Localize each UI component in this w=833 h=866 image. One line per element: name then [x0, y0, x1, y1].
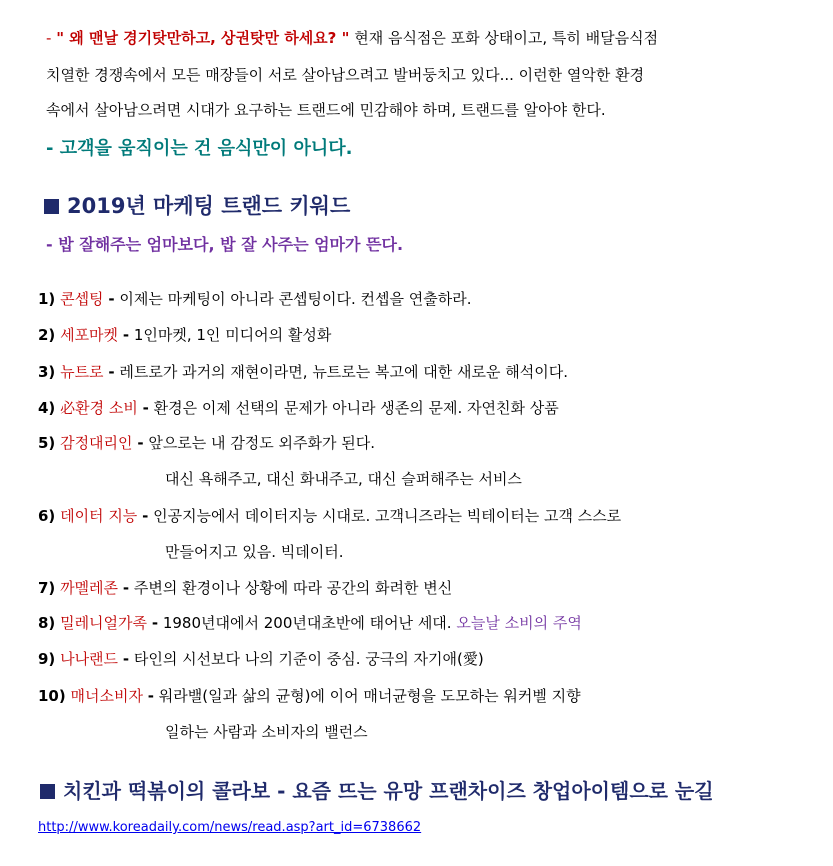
keyword-item: [38, 685, 581, 706]
item-description: 1980년대에서 200년대초반에 태어난 세대.: [162, 614, 452, 632]
item-keyword: 데이터 지능: [60, 507, 138, 525]
item-number: 5): [38, 434, 56, 452]
item-description: 이제는 마케팅이 아니라 콘셉팅이다. 컨셉을 연출하라.: [119, 290, 472, 308]
item-separator: -: [122, 326, 130, 344]
item-separator: -: [137, 434, 144, 452]
item-keyword: 나나랜드: [60, 650, 119, 668]
square-bullet-icon: [44, 199, 59, 214]
intro-quote: " 왜 맨날 경기탓만하고, 상권탓만 하세요? ": [56, 29, 350, 47]
keyword-item: [38, 577, 452, 598]
item-description: 앞으로는 내 감정도 외주화가 된다.: [148, 434, 376, 452]
square-bullet-icon: [40, 784, 55, 799]
intro-line-3: 속에서 살아남으려면 시대가 요구하는 트랜드에 민감해야 하며, 트랜드를 알아야 한다.: [46, 101, 606, 119]
item-description-continued: 대신 욕해주고, 대신 화내주고, 대신 슬퍼해주는 서비스: [165, 470, 522, 488]
item-description: 타인의 시선보다 나의 기준이 중심. 궁극의 자기애(愛): [133, 650, 484, 668]
keyword-item: [38, 505, 621, 526]
item-keyword: 세포마켓: [60, 326, 119, 344]
item-separator: -: [151, 614, 159, 632]
item-number: 3): [38, 363, 56, 381]
item-separator: -: [122, 650, 130, 668]
item-number: 4): [38, 399, 56, 417]
item-separator: -: [142, 507, 149, 525]
intro-line-1: [46, 28, 658, 48]
item-number: 2): [38, 326, 56, 344]
keyword-item: [38, 397, 559, 418]
intro-dash: -: [46, 29, 52, 47]
item-number: 6): [38, 507, 56, 525]
item-keyword: 뉴트로: [60, 363, 104, 381]
item-description: 레트로가 과거의 재현이라면, 뉴트로는 복고에 대한 새로운 해석이다.: [119, 363, 568, 381]
keyword-item: [38, 612, 582, 633]
section1-title: 2019년 마케팅 트랜드 키워드: [67, 194, 351, 218]
item-separator: -: [108, 363, 115, 381]
section2-heading: [40, 775, 714, 804]
item-separator: -: [122, 579, 130, 597]
item-number: 7): [38, 579, 56, 597]
item-keyword: 매너소비자: [70, 687, 143, 705]
item-keyword: 必환경 소비: [60, 399, 138, 417]
item-keyword: 까멜레존: [60, 579, 119, 597]
item-number: 1): [38, 290, 56, 308]
item-separator: -: [142, 399, 149, 417]
item-description-continued: 일하는 사람과 소비자의 밸런스: [165, 723, 368, 741]
item-number: 8): [38, 614, 56, 632]
section1-heading: [44, 190, 350, 220]
intro-line-2: 치열한 경쟁속에서 모든 매장들이 서로 살아남으려고 발버둥치고 있다... 이런한 열악한 환경: [46, 66, 645, 84]
keyword-item: [38, 288, 472, 309]
intro-line-1-rest: 현재 음식점은 포화 상태이고, 특히 배달음식점: [354, 29, 659, 47]
item-number: 10): [38, 687, 66, 705]
keyword-item: [38, 432, 375, 453]
source-link[interactable]: http://www.koreadaily.com/news/read.asp?art_id=6738662: [38, 820, 422, 835]
section1-subtitle: - 밥 잘해주는 엄마보다, 밥 잘 사주는 엄마가 뜬다.: [46, 235, 404, 254]
item-description: 주변의 환경이나 상황에 따라 공간의 화려한 변신: [133, 579, 453, 597]
item-separator: -: [147, 687, 154, 705]
item-description: 인공지능에서 데이터지능 시대로. 고객니즈라는 빅테이터는 고객 스스로: [153, 507, 622, 525]
item-description: 워라밸(일과 삶의 균형)에 이어 매너균형을 도모하는 워커벨 지향: [158, 687, 581, 705]
keyword-item: [38, 324, 331, 345]
item-keyword: 밀레니얼가족: [60, 614, 148, 632]
item-description-continued: 만들어지고 있음. 빅데이터.: [165, 543, 344, 561]
keyword-item: [38, 361, 568, 382]
item-keyword: 콘셉팅: [60, 290, 104, 308]
keyword-item: [38, 648, 484, 669]
item-description-highlight: 오늘날 소비의 주역: [456, 614, 582, 632]
item-description: 1인마켓, 1인 미디어의 활성화: [133, 326, 332, 344]
item-description: 환경은 이제 선택의 문제가 아니라 생존의 문제. 자연친화 상품: [153, 399, 559, 417]
item-keyword: 감정대리인: [60, 434, 133, 452]
section2-title: 치킨과 떡볶이의 콜라보 - 요즘 뜨는 유망 프랜차이즈 창업아이템으로 눈길: [63, 779, 714, 803]
item-number: 9): [38, 650, 56, 668]
intro-highlight: - 고객을 움직이는 건 음식만이 아니다.: [46, 138, 353, 159]
item-separator: -: [108, 290, 115, 308]
